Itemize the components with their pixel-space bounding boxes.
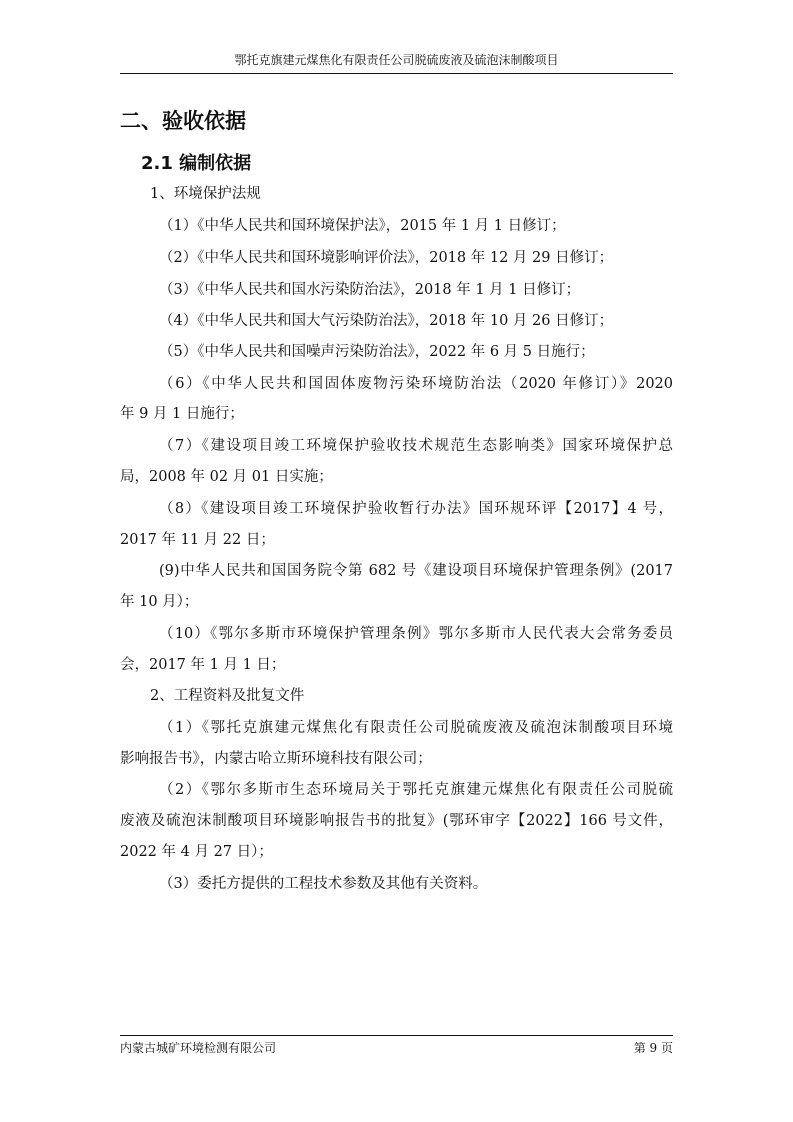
list-item: （4）《中华人民共和国大气污染防治法》，2018 年 10 月 26 日修订； [159,313,614,329]
list-item: （5）《中华人民共和国噪声污染防治法》，2022 年 6 月 5 日施行； [159,344,595,360]
subsection-title: 2.1 编制依据 [141,153,252,174]
list-item-continuation: 会，2017 年 1 月 1 日； [120,657,286,673]
list-item-continuation: 局，2008 年 02 月 01 日实施； [120,469,333,485]
list-item: （8）《建设项目竣工环境保护验收暂行办法》国环规环评【2017】4 号， [159,501,673,517]
group1-heading: 1、环境保护法规 [150,186,261,202]
list-item-continuation: 年 9 月 1 日施行； [120,406,244,422]
page-number: 第 9 页 [633,1041,673,1055]
footer-rule [120,1035,673,1036]
list-item-continuation: 年 10 月）； [120,594,199,610]
list-item-continuation: 影响报告书》，内蒙古哈立斯环境科技有限公司； [120,751,432,767]
list-item: （10）《鄂尔多斯市环境保护管理条例》鄂尔多斯市人民代表大会常务委员 [159,626,673,642]
list-item: （1）《中华人民共和国环境保护法》，2015 年 1 月 1 日修订； [159,218,566,234]
list-item: （6）《中华人民共和国固体废物污染环境防治法（2020 年修订）》2020 [159,376,673,392]
group2-heading: 2、工程资料及批复文件 [150,688,305,704]
list-item: （1）《鄂托克旗建元煤焦化有限责任公司脱硫废液及硫泡沫制酸项目环境 [159,720,673,736]
list-item: （3）委托方提供的工程技术参数及其他有关资料。 [159,876,488,892]
header-rule [120,73,673,74]
list-item: (9)中华人民共和国国务院令第 682 号《建设项目环境保护管理条例》(2017 [159,563,673,579]
section-title: 二、验收依据 [120,109,246,133]
list-item-continuation: 2017 年 11 月 22 日； [120,532,275,548]
footer-company: 内蒙古城矿环境检测有限公司 [120,1041,277,1055]
list-item: （7）《建设项目竣工环境保护验收技术规范生态影响类》国家环境保护总 [159,438,673,454]
list-item: （2）《鄂尔多斯市生态环境局关于鄂托克旗建元煤焦化有限责任公司脱硫 [159,782,673,798]
list-item-continuation: 2022 年 4 月 27 日）； [120,844,273,860]
list-item-continuation: 废液及硫泡沫制酸项目环境影响报告书的批复》(鄂环审字【2022】166 号文件， [120,813,673,829]
running-header: 鄂托克旗建元煤焦化有限责任公司脱硫废液及硫泡沫制酸项目 [234,53,559,67]
list-item: （3）《中华人民共和国水污染防治法》，2018 年 1 月 1 日修订； [159,282,581,298]
list-item: （2）《中华人民共和国环境影响评价法》，2018 年 12 月 29 日修订； [159,250,614,266]
